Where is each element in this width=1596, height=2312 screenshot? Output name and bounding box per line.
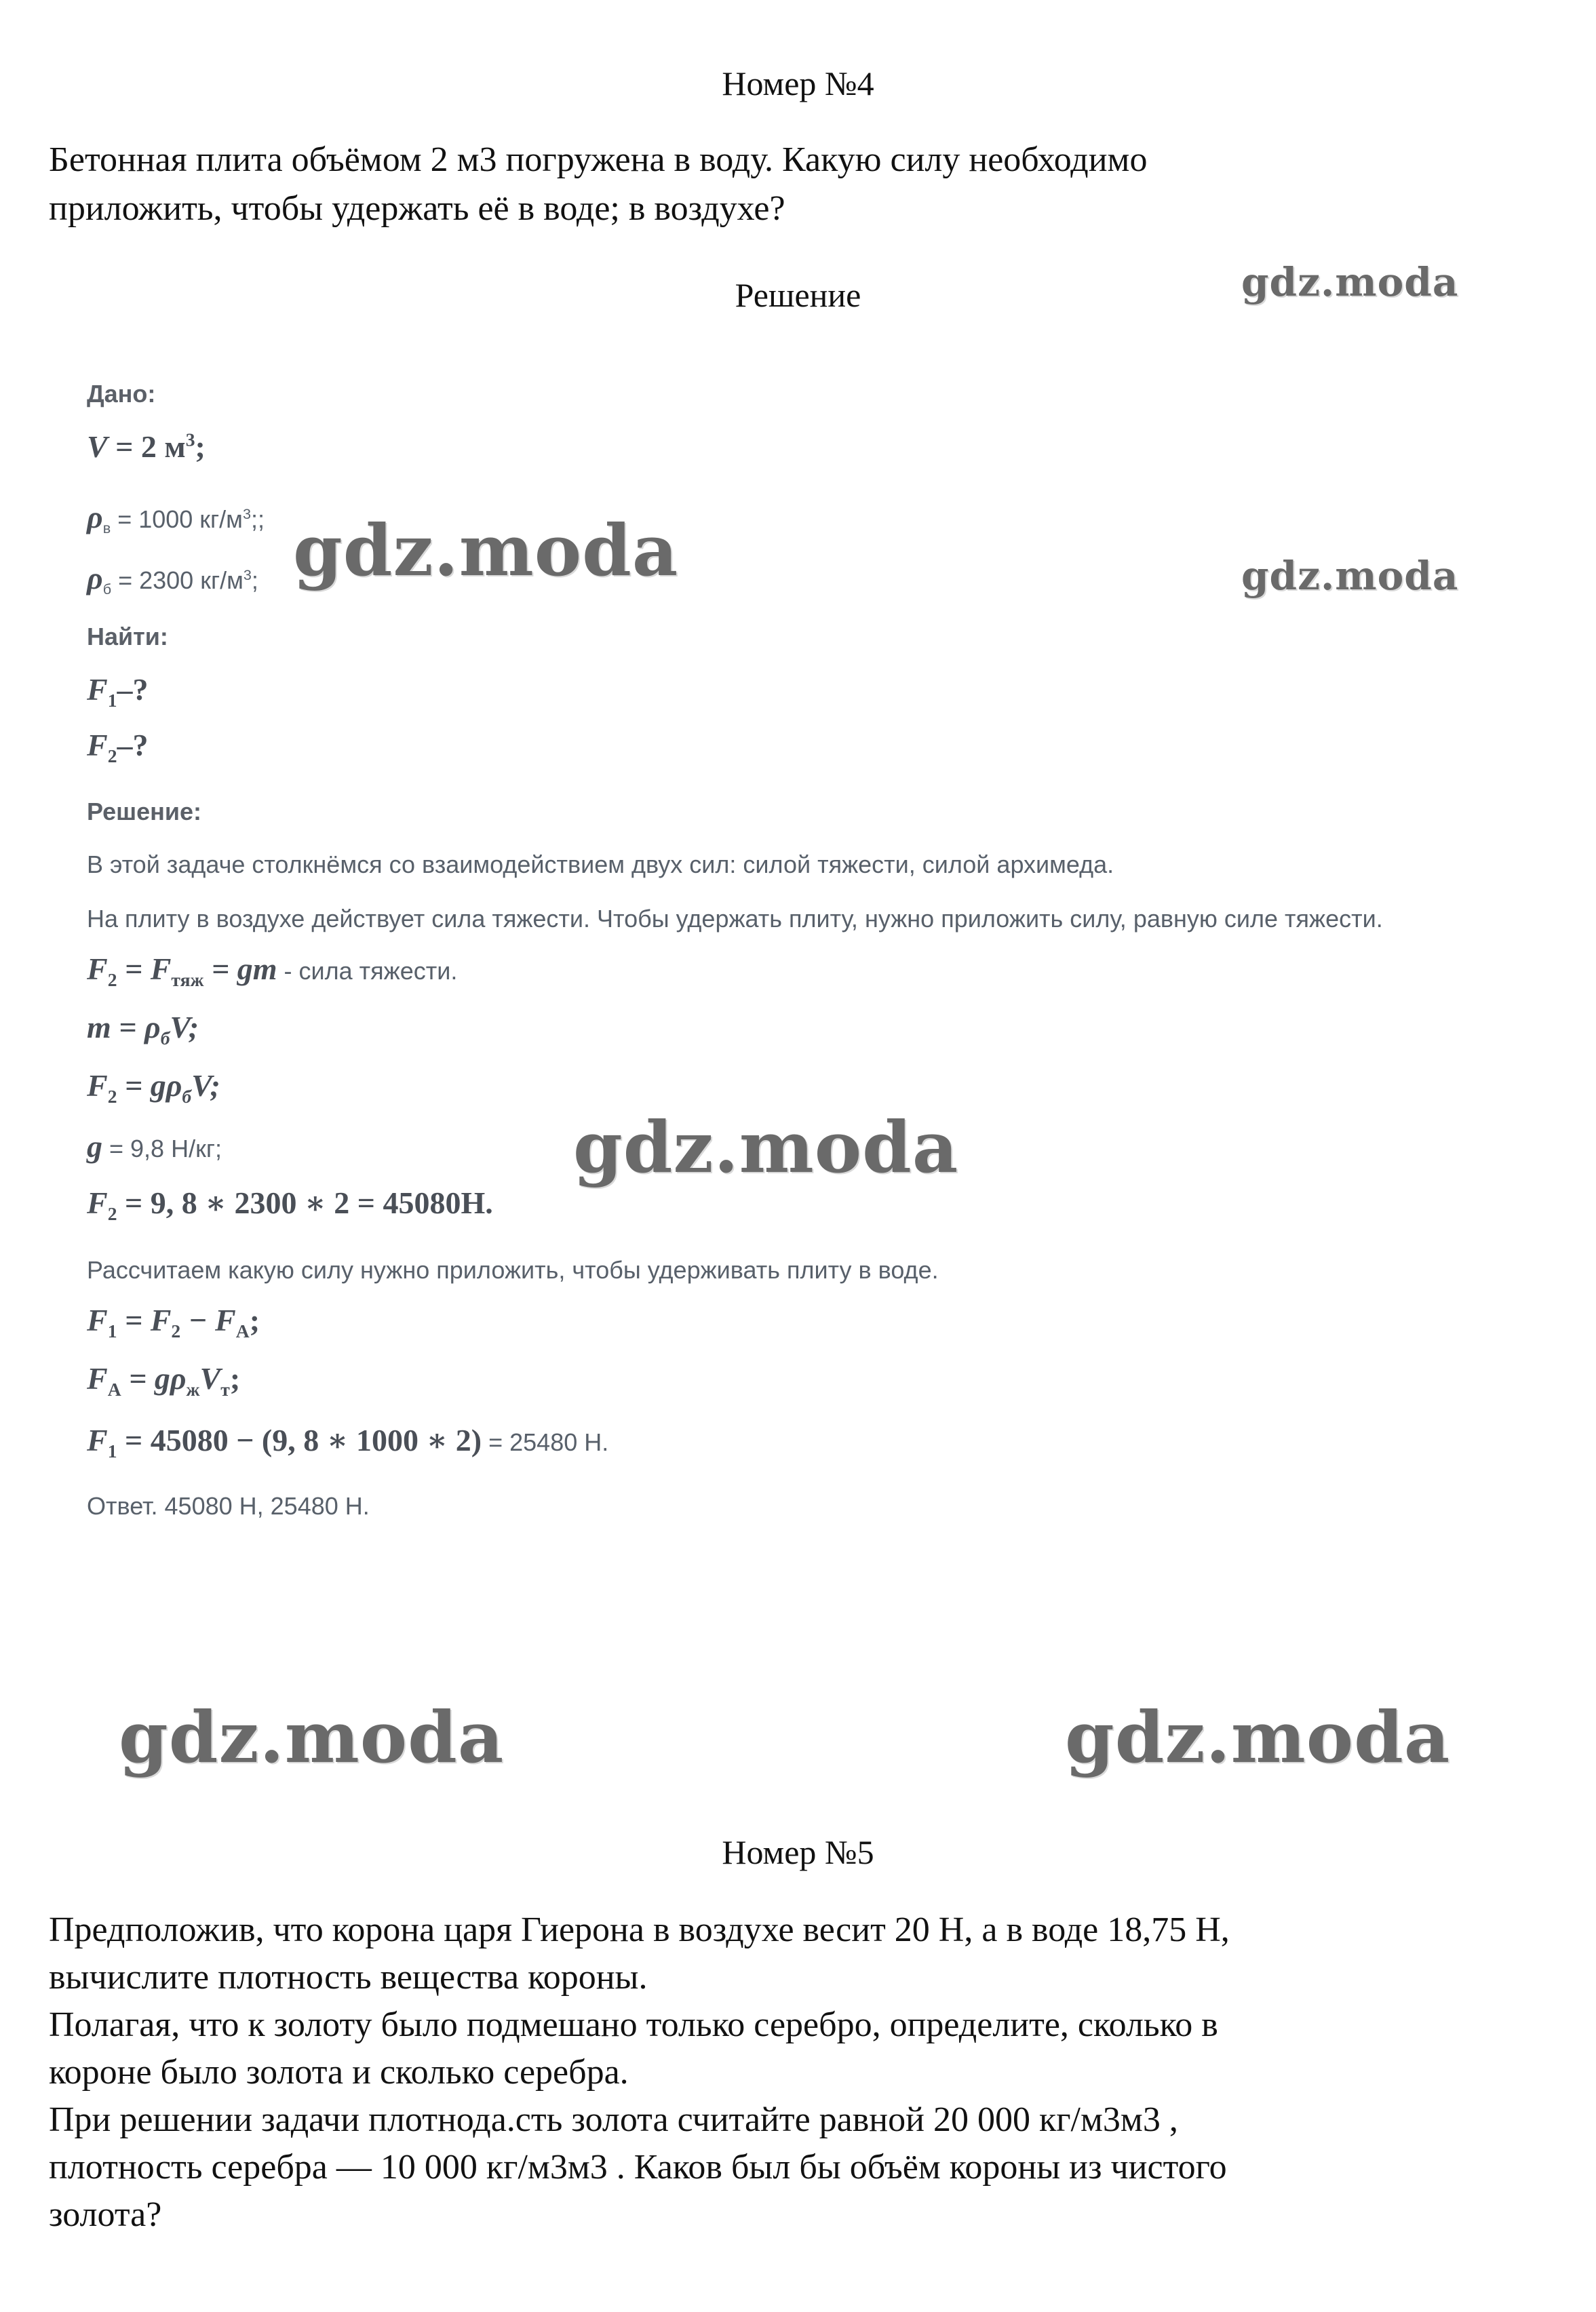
solution-line3: Рассчитаем какую силу нужно приложить, чтобы удерживать плиту в воде.: [87, 1256, 939, 1284]
problem-4-text-line1: Бетонная плита объёмом 2 м3 погружена в воду. Какую силу необходимо: [49, 140, 1148, 179]
watermark-5: gdz.moda: [119, 1696, 505, 1779]
solution-label: Решение:: [87, 798, 202, 825]
problem-5-line7: золота?: [49, 2195, 162, 2234]
problem-5-line2: вычислите плотность вещества короны.: [49, 1958, 648, 1997]
problem-5-line6: плотность серебра — 10 000 кг/м3м3 . Каков был бы объём короны из чистого: [49, 2148, 1227, 2187]
find-f1: $F_1-$?: [87, 672, 149, 711]
answer: Ответ. 45080 Н, 25480 Н.: [87, 1492, 370, 1520]
solution-line1: В этой задаче столкнёмся со взаимодействием двух сил: силой тяжести, силой архимеда.: [87, 850, 1114, 878]
watermark-6: gdz.moda: [1065, 1696, 1451, 1779]
solution-line2: На плиту в воздухе действует сила тяжести. Чтобы удержать плиту, нужно приложить силу, равную силе тяжести.: [87, 905, 1383, 933]
equation-f2-value: $F_2 = 9$, 8 ∗ 2300 ∗ 2 = 45080H.: [87, 1186, 493, 1225]
equation-f1-formula: $F_1 = F_2 - F_A$;: [87, 1303, 260, 1342]
watermark-4: gdz.moda: [573, 1105, 959, 1189]
equation-archimedes: $F_A = g\rho_жV_т$;: [87, 1361, 241, 1400]
problem-5-line4: короне было золота и сколько серебра.: [49, 2053, 629, 2092]
given-label: Дано:: [87, 380, 156, 408]
equation-f1-value: $F_1 = 45080 - (9$, 8 ∗ 1000 ∗ 2) = 25480 Н.: [87, 1423, 609, 1462]
problem-5-number: Номер №5: [722, 1833, 874, 1871]
given-volume: V = 2 $м^3$;: [87, 429, 206, 464]
equation-g: g = 9,8 Н/кг;: [87, 1129, 222, 1164]
given-density-water: $\rho_в = 1000$ $кг/м^3$;;: [87, 500, 265, 537]
find-f2: $F_2-$?: [87, 728, 149, 767]
equation-mass: $m = \rho_бV$;: [87, 1010, 199, 1049]
problem-5-line5: При решении задачи плотнода.сть золота считайте равной 20 000 кг/м3м3 ,: [49, 2100, 1178, 2139]
solution-title: Решение: [735, 276, 861, 314]
watermark-2: gdz.moda: [293, 509, 679, 592]
watermark-1: gdz.moda: [1241, 259, 1459, 305]
equation-gravity: $F_2 = F_{тяж}$ = gm - сила тяжести.: [87, 952, 458, 991]
equation-f2-formula: $F_2 = g\rho_бV$;: [87, 1068, 220, 1108]
solution-block: [0, 366, 1596, 1553]
given-density-concrete: $\rho_б = 2300$ $кг/м^3$;: [87, 561, 258, 598]
problem-5-line1: Предположив, что корона царя Гиерона в воздухе весит 20 Н, а в воде 18,75 Н,: [49, 1911, 1230, 1949]
problem-4-text-line2: приложить, чтобы удержать её в воде; в воздухе?: [49, 189, 785, 228]
problem-4-number: Номер №4: [722, 64, 874, 102]
watermark-3: gdz.moda: [1241, 553, 1459, 599]
problem-5-line3: Полагая, что к золоту было подмешано только серебро, определите, сколько в: [49, 2005, 1218, 2044]
find-label: Найти:: [87, 623, 168, 650]
